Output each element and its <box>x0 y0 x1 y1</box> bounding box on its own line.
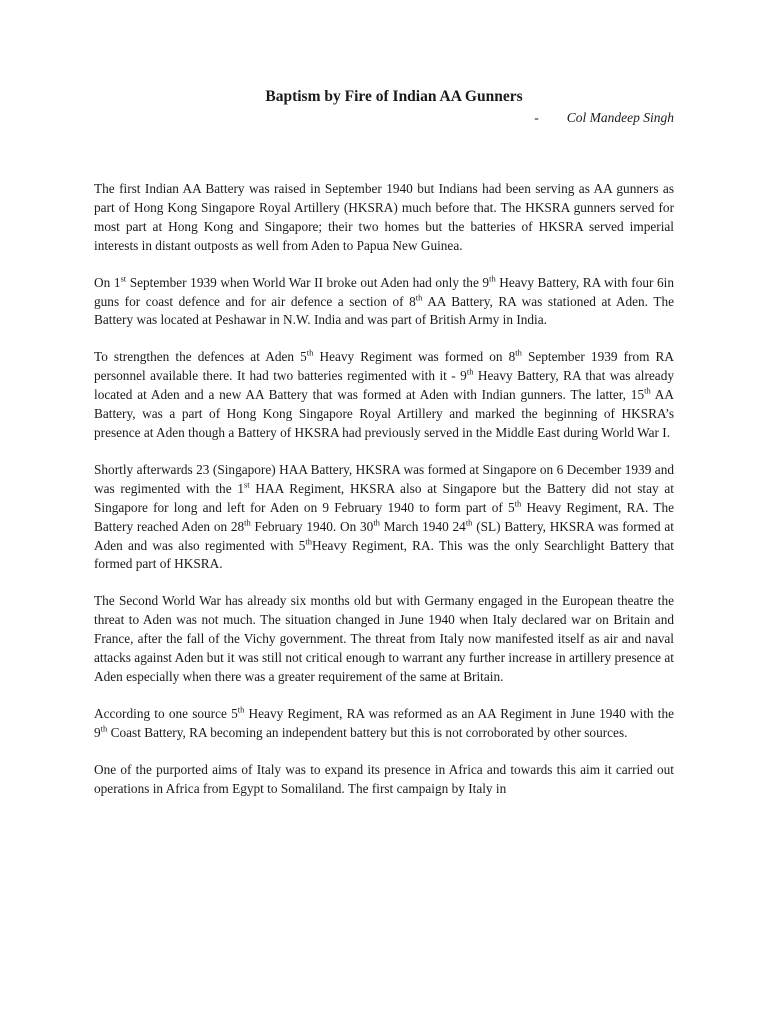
superscript: th <box>100 723 108 734</box>
author-dash: - <box>534 110 539 125</box>
superscript: th <box>305 536 313 547</box>
superscript: st <box>120 273 127 284</box>
superscript: th <box>244 517 251 528</box>
paragraph: To strengthen the defences at Aden 5th Heavy Regiment was formed on 8th September 1939 from RA personnel available there. It had two batteries regimented with it - 9th Heavy Battery, RA that was already located at Aden and a new AA Battery that was formed at Aden with Indian gunners. The latter, 15th AA Battery, was a part of Hong Kong Singapore Royal Artillery and marked the beginning of HKSRA’s presence at Aden though a Battery of HKSRA had previously served in the Middle East during World War I. <box>94 347 674 440</box>
paragraph: The first Indian AA Battery was raised in September 1940 but Indians had been serving as AA gunners as part of Hong Kong Singapore Royal Artillery (HKSRA) much before that. The HKSRA gunners served for most part at Hong Kong and Singapore; their two homes but the batteries of HKSRA served imperial interests in distant outposts as well from Aden to Papua New Guinea. <box>94 181 674 253</box>
superscript: th <box>515 347 522 358</box>
paragraph: The Second World War has already six months old but with Germany engaged in the European theatre the threat to Aden was not much. The situation changed in June 1940 when Italy declared war on Britain and France, after the fall of the Vichy government. The threat from Italy now manifested itself as air and naval attacks against Aden but it was still not critical enough to warrant any further increase in artillery presence at Aden especially when there was a greater requirement of the same at Britain. <box>94 593 674 684</box>
paragraph: According to one source 5th Heavy Regiment, RA was reformed as an AA Regiment in June 1940 with the 9th Coast Battery, RA becoming an independent battery but this is not corroborated by other sources. <box>94 704 674 740</box>
author-name: Col Mandeep Singh <box>566 110 674 125</box>
document-title: Baptism by Fire of Indian AA Gunners <box>265 88 523 105</box>
paragraph: One of the purported aims of Italy was to expand its presence in Africa and towards this aim it carried out operations in Africa from Egypt to Somaliland. The first campaign by Italy in <box>94 761 674 796</box>
superscript: th <box>237 704 245 715</box>
superscript: th <box>306 347 314 358</box>
superscript: th <box>373 517 380 528</box>
superscript: th <box>644 385 651 396</box>
superscript: th <box>489 273 496 284</box>
superscript: th <box>514 498 522 509</box>
author-line <box>534 110 674 126</box>
document-body <box>94 180 674 798</box>
paragraph: Shortly afterwards 23 (Singapore) HAA Battery, HKSRA was formed at Singapore on 6 December 1939 and was regimented with the 1st HAA Regiment, HKSRA also at Singapore but the Battery did not stay at Singapore for long and left for Aden on 9 February 1940 to form part of 5th Heavy Regiment, RA. The Battery reached Aden on 28th February 1940. On 30th March 1940 24th (SL) Battery, HKSRA was formed at Aden and was also regimented with 5thHeavy Regiment, RA. This was the only Searchlight Battery that formed part of HKSRA. <box>94 461 674 572</box>
paragraph: On 1st September 1939 when World War II broke out Aden had only the 9th Heavy Battery, RA with four 6in guns for coast defence and for air defence a section of 8th AA Battery, RA was stationed at Aden. The Battery was located at Peshawar in N.W. India and was part of British Army in India. <box>94 273 674 328</box>
superscript: th <box>465 517 473 528</box>
superscript: th <box>466 366 474 377</box>
superscript: st <box>243 479 250 490</box>
superscript: th <box>415 292 423 303</box>
